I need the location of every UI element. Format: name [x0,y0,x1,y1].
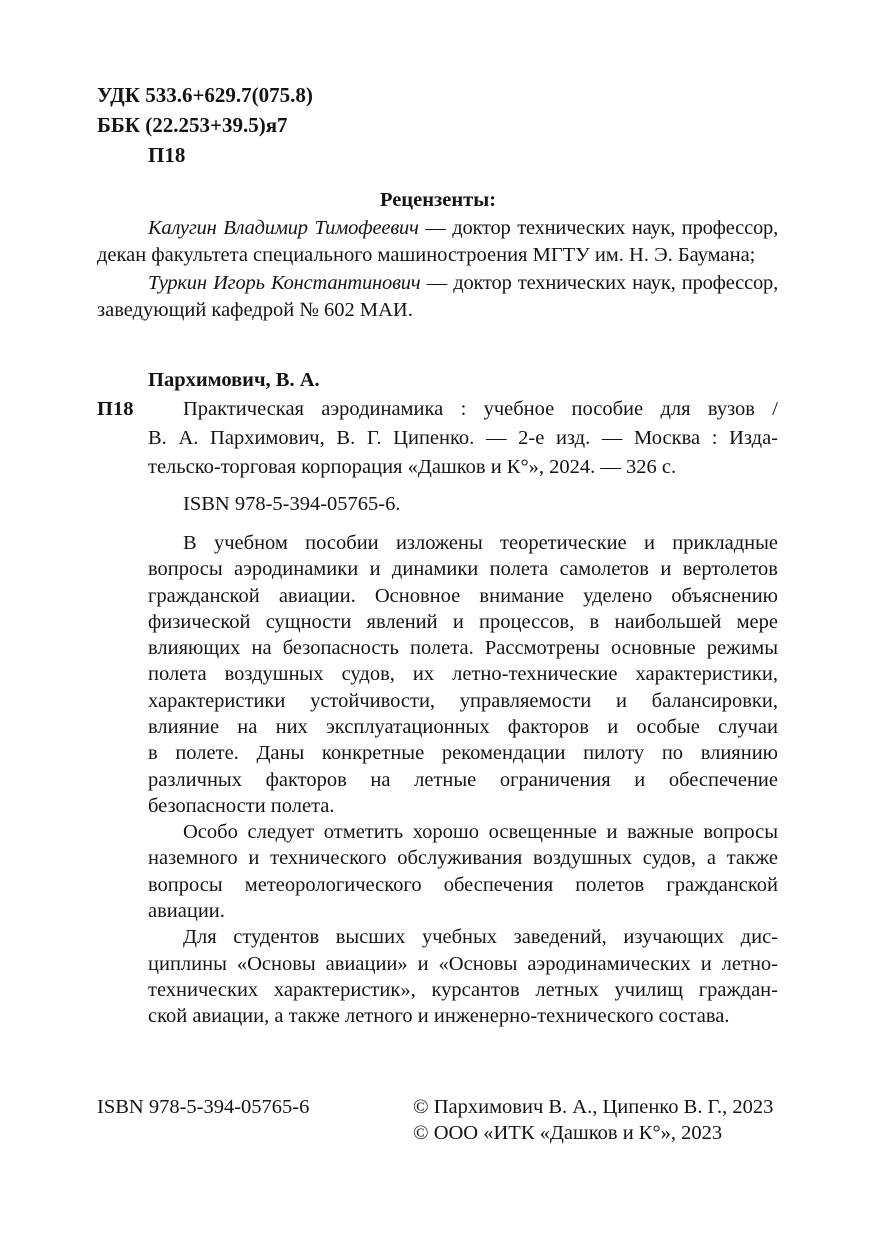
classification-block [97,80,313,170]
annotation-line: физической сущности явлений и процессов, в наибольшей мере [148,610,778,633]
annotation-line: Для студентов высших учебных заведений, изучающих дис- [183,926,778,949]
annotation-paragraph [148,819,778,924]
copyright-line: © Пархимович В. А., Ципенко В. Г., 2023 [413,1096,774,1118]
reviewer-line [97,270,778,297]
annotation-line: гражданской авиации. Основное внимание уделено объяснению [148,584,778,607]
annotation-line: безопасности полета. [148,794,335,817]
annotation-paragraph [148,924,778,1029]
record-line: тельско-торговая корпорация «Дашков и К°», 2024. — 326 с. [148,456,677,478]
annotation-line: Особо следует отметить хорошо освещенные и важные вопросы [183,821,778,844]
record-line [97,395,778,424]
annotation-line: вопросы метеорологического обеспечения полетов гражданской [148,873,778,896]
annotation-line: в полете. Даны конкретные рекомендации пилоту по влиянию [148,742,778,765]
annotation-line: авиации. [148,899,225,922]
footer-copyrights [413,1094,773,1146]
annotation-line: полета воздушных судов, их летно-технические характеристики, [148,663,778,686]
annotation-paragraph [148,530,778,819]
annotation-line: ской авиации, а также летного и инженерно-технического состава. [148,1005,730,1028]
reviewer-name: Туркин Игорь Константинович [148,271,421,294]
footer-isbn: ISBN 978-5-394-05765-6 [97,1096,310,1118]
reviewer-credentials: — доктор технических наук, профессор, [426,271,778,294]
copyright-line: © ООО «ИТК «Дашков и К°», 2023 [413,1122,723,1144]
reviewers-title: Рецензенты: [379,189,497,211]
annotation-line: влияющих на безопасность полета. Рассмотрены основные режимы [148,637,778,660]
record-isbn: ISBN 978-5-394-05765-6. [183,493,401,515]
reviewer-position: декан факультета специального машиностроения МГТУ им. Н. Э. Баумана; [97,244,756,267]
annotation-line: характеристики устойчивости, управляемости и балансировки, [148,689,778,712]
reviewer-line [97,215,778,242]
annotation-line: влияние на них эксплуатационных факторов и особые случаи [148,715,778,738]
record-line: В. А. Пархимович, В. Г. Ципенко. — 2-е изд. — Москва : Изда- [148,427,778,449]
reviewer-credentials: — доктор технических наук, профессор, [425,217,778,239]
annotation [148,530,778,1029]
annotation-line: различных факторов на летные ограничения и обеспечение [148,768,778,791]
record-title: Практическая аэродинамика : учебное пособие для вузов / [183,398,778,420]
annotation-line: вопросы аэродинамики и динамики полета самолетов и вертолетов [148,558,778,581]
annotation-line: циплины «Основы авиации» и «Основы аэродинамических и летно- [148,952,778,975]
bbk-code: ББК (22.253+39.5)я7 [97,113,288,137]
reviewer-position: заведующий кафедрой № 602 МАИ. [97,298,413,321]
record-author-mark: П18 [97,398,134,420]
record-author: Пархимович, В. А. [148,369,320,391]
annotation-line: технических характеристик», курсантов летных училищ граждан- [148,978,778,1001]
udk-code: УДК 533.6+629.7(075.8) [97,83,313,107]
author-mark: П18 [148,143,186,167]
record-body [97,395,778,482]
annotation-line: В учебном пособии изложены теоретические и прикладные [183,532,778,554]
reviewers-list [97,215,778,324]
annotation-line: наземного и технического обслуживания воздушных судов, а также [148,847,778,870]
reviewer-name: Калугин Владимир Тимофеевич [148,217,419,239]
